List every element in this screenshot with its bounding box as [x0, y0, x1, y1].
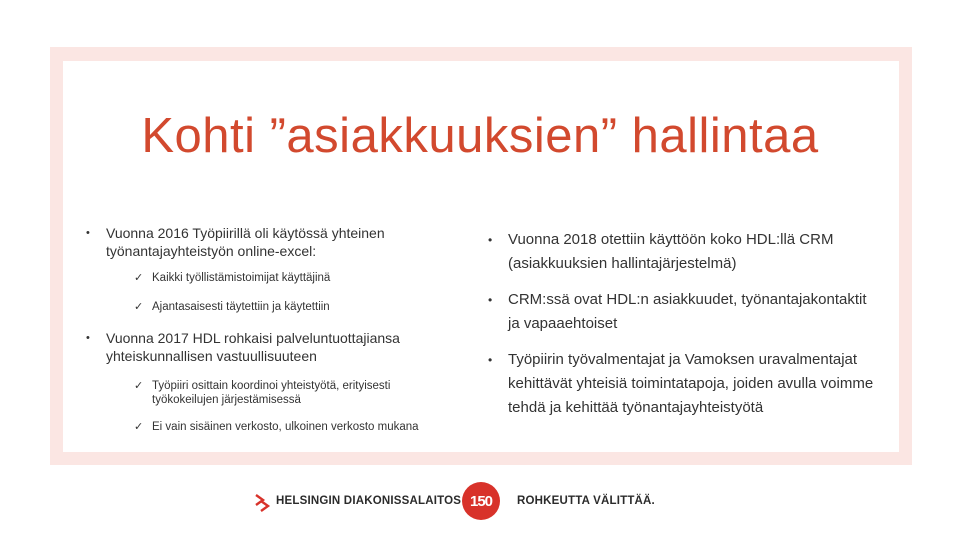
- left-sub-2-text: Ajantasaisesti täytettiin ja käytettiin: [152, 301, 330, 313]
- right-bullet-2: [484, 288, 874, 336]
- bullet-dot-icon: •: [86, 332, 90, 344]
- left-bullet-1: [84, 224, 444, 260]
- left-bullet-1-text: Vuonna 2016 Työpiirillä oli käytössä yhteinen työnantajayhteistyön online-excel:: [106, 225, 385, 259]
- left-sub-3-text: Työpiiri osittain koordinoi yhteistyötä, erityisesti työkokeilujen järjestämisessä: [152, 380, 391, 406]
- checkmark-icon: ✓: [134, 421, 144, 433]
- left-column: [84, 224, 444, 434]
- right-bullet-1-text: Vuonna 2018 otettiin käyttöön koko HDL:llä CRM (asiakkuuksien hallintajärjestelmä): [508, 231, 834, 272]
- left-sub-1-text: Kaikki työllistämistoimijat käyttäjinä: [152, 272, 331, 284]
- bullet-dot-icon: •: [488, 353, 493, 367]
- left-sub-2: [84, 300, 444, 314]
- bullet-dot-icon: •: [488, 233, 493, 247]
- anniversary-badge: [462, 482, 500, 520]
- right-column: [484, 228, 874, 420]
- slogan: ROHKEUTTA VÄLITTÄÄ.: [517, 495, 655, 507]
- left-sub-4: [84, 420, 444, 434]
- right-bullet-1: [484, 228, 874, 276]
- slide-title: Kohti ”asiakkuuksien” hallintaa: [141, 109, 819, 163]
- right-bullet-3-text: Työpiirin työvalmentajat ja Vamoksen uravalmentajat kehittävät yhteisiä toimintatapoja, joiden avulla voimme tehdä ja kehittää työnantajayhteistyötä: [508, 351, 874, 416]
- checkmark-icon: ✓: [134, 301, 144, 313]
- hdl-logo-icon: [254, 492, 272, 514]
- left-sub-1: [84, 271, 444, 285]
- checkmark-icon: ✓: [134, 272, 144, 284]
- left-sub-4-text: Ei vain sisäinen verkosto, ulkoinen verkosto mukana: [152, 421, 419, 433]
- bullet-dot-icon: •: [488, 293, 493, 307]
- bullet-dot-icon: •: [86, 227, 90, 239]
- right-bullet-3: [484, 348, 874, 420]
- organization-name: HELSINGIN DIAKONISSALAITOS: [276, 495, 462, 507]
- checkmark-icon: ✓: [134, 380, 144, 392]
- anniversary-badge-text: 150: [469, 492, 493, 510]
- right-bullet-2-text: CRM:ssä ovat HDL:n asiakkuudet, työnantajakontaktit ja vapaaehtoiset: [508, 291, 867, 332]
- left-bullet-2: [84, 329, 444, 365]
- left-sub-3: [84, 379, 444, 407]
- left-bullet-2-text: Vuonna 2017 HDL rohkaisi palveluntuottajiansa yhteiskunnallisen vastuullisuuteen: [106, 330, 400, 364]
- footer: [0, 478, 960, 528]
